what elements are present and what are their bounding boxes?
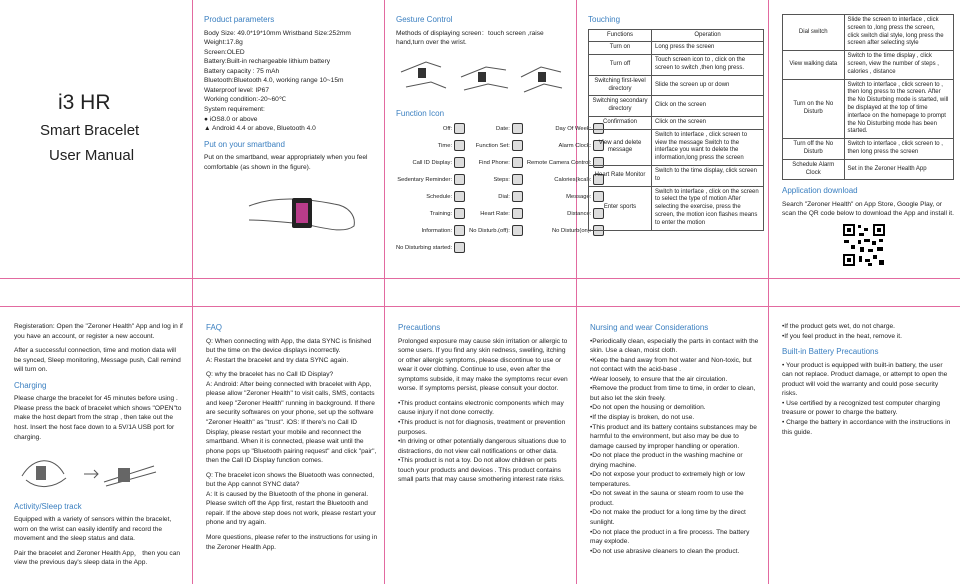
activity-text: Equipped with a variety of sensors within the bracelet, worn on the wrist can easily identify and record the movement and the sleep status and data. (14, 516, 172, 543)
pair-text: Pair the bracelet and Zeroner Health App， then you can view the previous day's sleep data in the App. (14, 549, 181, 567)
table-row: Confirmation Click on the screen (589, 116, 764, 129)
list-item: •Keep the band away from hot water and Non-toxic, but not contact with the acid-base . (590, 356, 752, 374)
icon-label: Steps: (469, 174, 523, 185)
faq-a3: A: It is caused by the Bluetooth of the phone in general. Please switch off the App first, restart the Bluetooth and repair. If the above step does not work, please restart your phone and try again. (206, 490, 377, 527)
param-line: Weight:17.8g (204, 39, 243, 47)
touching2-table (782, 14, 954, 180)
no-disturb-started-icon (454, 242, 465, 253)
list-item: •Do not make the product for a long time by the direct sunlight. (590, 509, 746, 526)
activity-heading: Activity/Sleep track (14, 501, 82, 511)
touching-panel (588, 14, 764, 276)
icon-label: Dial: (469, 191, 523, 202)
no-disturb-off-icon (512, 225, 523, 236)
app-download-heading: Application download (782, 186, 858, 196)
faq-a1: A: Restart the bracelet and try data SYNC again. (206, 356, 349, 364)
function-icon-heading: Function Icon (396, 109, 445, 119)
table-row: Enter sports Switch to interface , click on the screen to select the type of motion After selecting the exercise, press the screen, the motion icon flashes means to enter the motion (589, 186, 764, 230)
cover-title: i3 HR (58, 91, 111, 114)
icon-label: Date: (469, 123, 523, 134)
list-item: •Periodically clean, especially the parts in contact with the skin. Use a clean, moist cloth. (590, 337, 759, 355)
steps-icon (512, 174, 523, 185)
table-row: Heart Rate Monitor Switch to the time display, click screen to (589, 165, 764, 186)
charging-heading: Charging (14, 380, 47, 390)
param-line: Waterproof level: IP67 (204, 86, 269, 94)
list-item: •If you feel product in the heat, remove it. (782, 332, 902, 340)
list-item: •Do not expose your product to extremely high or low temperatures. (590, 471, 745, 488)
divider (0, 306, 960, 307)
faq-a2: A: Android: After being connected with bracelet with App, please allow "Zeroner Health" to visit calls, SMS, contacts and keep "Zeroner Health" running in background. If there are security softwares on your phone, set up the software "Zeroner Health" as "trust". iOS: If there's no Call ID Display, please restart your mobile and reconnect the smartband. When it is connected, please wait until the phone pops up "Bluetooth pairing request" and click "pair", then the Call ID Display function comes. (206, 380, 377, 465)
clock-icon (454, 140, 465, 151)
charging-illustration (14, 446, 164, 492)
heart-icon (512, 208, 523, 219)
param-line: Battery:Built-in rechargeable lithium battery (204, 58, 331, 66)
faq-panel (206, 322, 378, 582)
col-operation: Operation (652, 29, 764, 42)
list-item: •This product and its battery contains substances may be harmful to the environment, but also may be due to damage caused by improper handling or operation. (590, 423, 757, 450)
icon-label: Call ID Display: (396, 157, 465, 168)
battery-heading: Built-in Battery Precautions (782, 347, 879, 357)
table-row: View walking data Switch to the time display , click screen, view the number of steps , calories , distance (783, 51, 954, 79)
gesture-illustration (396, 52, 566, 100)
icon-label: Information: (396, 225, 465, 236)
precaution-text: •This product is not a toy. Do not allow children or pets touch your products and devices . This product contains small parts that may cause smothering interest rate risks. (398, 457, 565, 484)
registration-text: Registeration: Open the "Zeroner Health" App and log in if you have an account, or register a new account. (14, 323, 183, 340)
faq-heading: FAQ (206, 323, 223, 332)
col-functions: Functions (589, 29, 652, 42)
param-line: Bluetooth:Bluetooth 4.0, working range 10~15m (204, 77, 344, 85)
icon-label: Function Set: (469, 140, 523, 151)
list-item: •If the product gets wet, do not charge. (782, 323, 896, 330)
divider (576, 0, 577, 584)
ios-line (204, 115, 380, 125)
cover-subtitle: Smart Bracelet (40, 122, 140, 139)
list-item: •Do not place the product in the washing machine or drying machine. (590, 452, 743, 469)
function-set-icon (512, 140, 523, 151)
param-line: System requirement: (204, 105, 265, 113)
precautions-panel (398, 322, 570, 582)
wear-heading: Put on your smartband (204, 139, 285, 149)
faq-q1: Q: When connecting with App, the data SYNC is finished but the time on the device displays incorrectly. (206, 337, 372, 355)
divider (384, 0, 385, 584)
wear-text: Put on the smartband, wear appropriately when you feel comfortable (as shown in the figure). (204, 154, 368, 171)
icon-label: Calories(kcal): (527, 174, 604, 185)
gesture-text: Methods of displaying screen：touch screen ,raise hand,turn over the wrist. (396, 29, 544, 47)
icon-label: Remote Camera Control: (527, 157, 604, 168)
list-item: •Wear loosely, to ensure that the air circulation. (590, 375, 728, 383)
android-text: Android 4.4 or above, Bluetooth 4.0 (212, 125, 316, 133)
table-row: Schedule Alarm Clock Set in the Zeroner Health App (783, 159, 954, 180)
nursing-panel (590, 322, 762, 582)
app-download-text: Search "Zeroner Health" on App Store, Google Play, or scan the QR code below to download the App and install it. (782, 200, 954, 218)
icon-label: No Disturbing started: (396, 242, 465, 253)
apple-icon: ● (204, 115, 208, 123)
list-item: •Do not place the product in a fire process. The battery may explode. (590, 528, 750, 546)
precaution-text: •This product contains electronic components which may cause injury if not done correctly. (398, 399, 564, 417)
icon-label: No Disturb.(off): (469, 225, 523, 236)
ios-text: iOS8.0 or above (209, 115, 258, 123)
param-line: Body Size: 49.0*19*10mm Wristband Size:252mm (204, 29, 351, 37)
icon-label: Find Phone: (469, 157, 523, 168)
sync-text: After a successful connection, time and motion data will be synced, Sleep monitoring, Message push, Call remind will turn on. (14, 347, 181, 374)
faq-q2: Q: why the bracelet has no Call ID Display? (206, 371, 334, 379)
gesture-heading: Gesture Control (396, 15, 453, 24)
icon-label: Day Of Week: (527, 123, 604, 134)
gesture-panel (396, 14, 592, 276)
table-row: Switching secondary directory Click on the screen (589, 96, 764, 117)
divider (192, 0, 193, 584)
icon-label: Distance: (527, 208, 604, 219)
cover-manual: User Manual (49, 147, 135, 164)
list-item: • Use certified by a recognized test computer charging treasure or power to charge the battery. (782, 399, 941, 417)
icon-label: Time: (396, 140, 465, 151)
info-icon (454, 225, 465, 236)
training-icon (454, 208, 465, 219)
date-icon (512, 123, 523, 134)
table-row: Turn off Touch screen icon to , click on the screen to switch ,then long press. (589, 55, 764, 76)
table-row: Turn off the No Disturb Switch to interface , click screen to , then long press the screen (783, 139, 954, 160)
list-item: • Charge the battery in accordance with the instructions in this guide. (782, 418, 951, 436)
faq-q3: Q: The bracelet icon shows the Bluetooth was connected, but the App cannot SYNC data? (206, 471, 375, 489)
touching-table (588, 29, 764, 231)
touching-heading: Touching (588, 15, 621, 24)
param-line: Screen:OLED (204, 48, 245, 56)
schedule-icon (454, 191, 465, 202)
nursing-heading: Nursing and wear Considerations (590, 323, 709, 332)
divider (0, 278, 960, 279)
icon-label: No Disturb(on): (527, 225, 604, 236)
phone-icon (454, 157, 465, 168)
params-panel (204, 14, 380, 276)
list-item: •Do not use abrasive cleaners to clean the product. (590, 547, 740, 555)
list-item: •Do not sweat in the sauna or steam room to use the product. (590, 490, 744, 507)
table-row: Switching first-level directory Slide the screen up or down (589, 75, 764, 96)
param-line: Working condition:-20~60℃ (204, 96, 287, 104)
table-row: Dial switch Slide the screen to interface , click screen to ,long press the screen，click switch dial style, long press the screen after selecting style (783, 15, 954, 51)
function-icon-grid (396, 123, 592, 253)
precaution-text: •In driving or other potentially dangerous situations due to distractions, do not view call notifications or other data. (398, 438, 566, 455)
precautions-heading: Precautions (398, 323, 441, 332)
params-heading: Product parameters (204, 15, 275, 24)
icon-label: Off: (396, 123, 465, 134)
list-item: •Do not open the housing or demolition. (590, 404, 706, 412)
divider (768, 0, 769, 584)
param-line: Battery capacity : 75 mAh (204, 67, 280, 75)
table-row: Turn on the No Disturb Switch to interface , click screen to , then long press to the screen. After the No Disturbing mode is started, will be displayed at the top of time interface on the homepage to prompt the No Disturbing mode has been started. (783, 79, 954, 139)
precaution-text: Prolonged exposure may cause skin irritation or allergic to some users. If you find any skin redness, swelling, itching or other allergic symptoms, please discontinue to use or wear it over clothing. Continue to use, even after the symptoms subside, it may make the symptoms recur even worse. If symptoms persist, please consult your doctor. (398, 337, 568, 393)
sedentary-icon (454, 174, 465, 185)
dial-icon (512, 191, 523, 202)
list-item: • Your product is equipped with built-in battery, the user can not replace. Product damage, or attempt to open the product will void the warranty and could pose security risks. (782, 361, 948, 398)
icon-label: Heart Rate: (469, 208, 523, 219)
touching2-panel (782, 14, 954, 276)
android-icon: ▲ (204, 125, 211, 133)
icon-label: Sedentary Reminder: (396, 174, 465, 185)
power-icon (454, 123, 465, 134)
charging-text: Please charge the bracelet for 45 minutes before using . Please press the back of bracelet which shows "OPEN"to make the host depart from the strap , then take out the host. Insert the host face down to a 5V/1A USB port for charging. (14, 395, 182, 441)
qr-code (842, 223, 886, 267)
icon-label: Schedule: (396, 191, 465, 202)
table-row: Turn on Long press the screen (589, 42, 764, 55)
cover-panel (0, 0, 192, 278)
list-item: •Remove the product from time to time, in order to clean, but also let the skin freely. (590, 385, 756, 402)
icon-label: Message: (527, 191, 604, 202)
faq-more: More questions, please refer to the instructions for using in the Zeroner Health App. (206, 533, 378, 551)
list-item: •If the display is broken, do not use. (590, 413, 695, 421)
android-line (204, 124, 380, 134)
precaution-text: •This product is not for diagnosis, treatment or prevention purposes. (398, 418, 566, 436)
icon-label: Alarm Clock: (527, 140, 604, 151)
table-row: View and delete message Switch to interface , click screen to view the message Switch to the interface you want to delete the information,long press the screen (589, 129, 764, 165)
wrist-illustration (244, 176, 364, 236)
icon-label: Training: (396, 208, 465, 219)
registration-panel (14, 322, 184, 582)
find-phone-icon (512, 157, 523, 168)
battery-panel (782, 322, 954, 582)
